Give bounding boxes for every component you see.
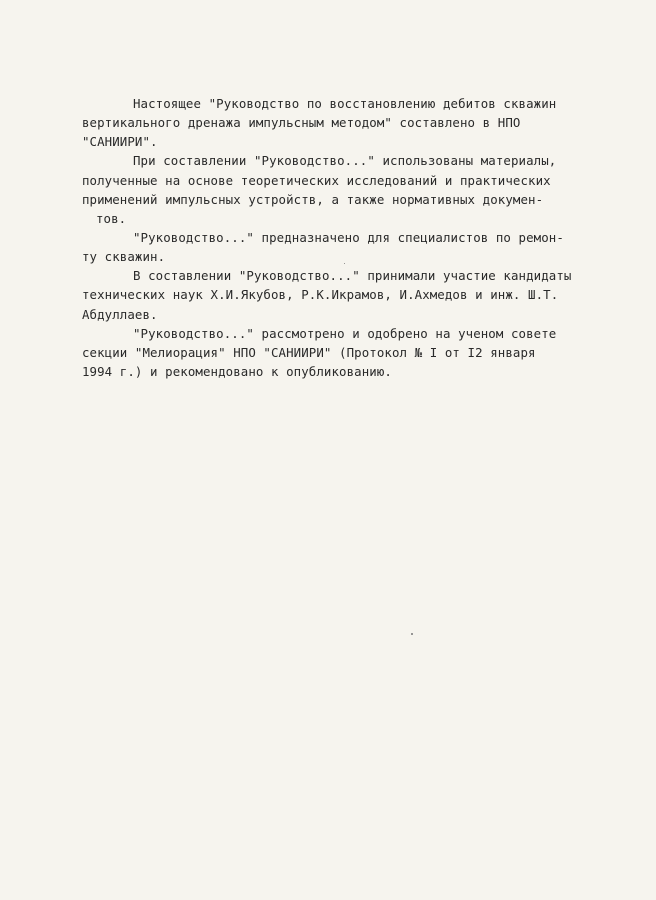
text-line: В составлении "Руководство..." принимали участие кандидаты <box>133 268 572 284</box>
text-line: полученные на основе теоретических исследований и практических <box>82 172 551 188</box>
text-line: "Руководство..." предназначено для специалистов по ремон- <box>133 229 564 245</box>
text-line: Настоящее "Руководство по восстановлению дебитов скважин <box>133 96 557 111</box>
text-line: технических наук Х.И.Якубов, Р.К.Икрамов, И.Ахмедов и инж. Ш.Т. <box>82 287 559 303</box>
text-line: ту скважин. <box>82 249 166 265</box>
document-text <box>82 94 602 381</box>
text-line: "САНИИРИ". <box>82 134 158 150</box>
text-line: Абдуллаев. <box>82 306 158 322</box>
paper-speck <box>411 633 413 635</box>
text-line: При составлении "Руководство..." использованы материалы, <box>133 153 557 169</box>
text-line: тов. <box>96 210 127 226</box>
text-line: применений импульсных устройств, а также нормативных докумен- <box>82 191 544 207</box>
text-line: секции "Мелиорация" НПО "САНИИРИ" (Протокол № I от I2 января <box>82 344 536 360</box>
text-line: 1994 г.) и рекомендовано к опубликованию. <box>82 363 392 379</box>
paper-speck <box>344 263 345 264</box>
text-line: "Руководство..." рассмотрено и одобрено на ученом совете <box>133 325 557 341</box>
text-line: вертикального дренажа импульсным методом" составлено в НПО <box>82 115 521 131</box>
